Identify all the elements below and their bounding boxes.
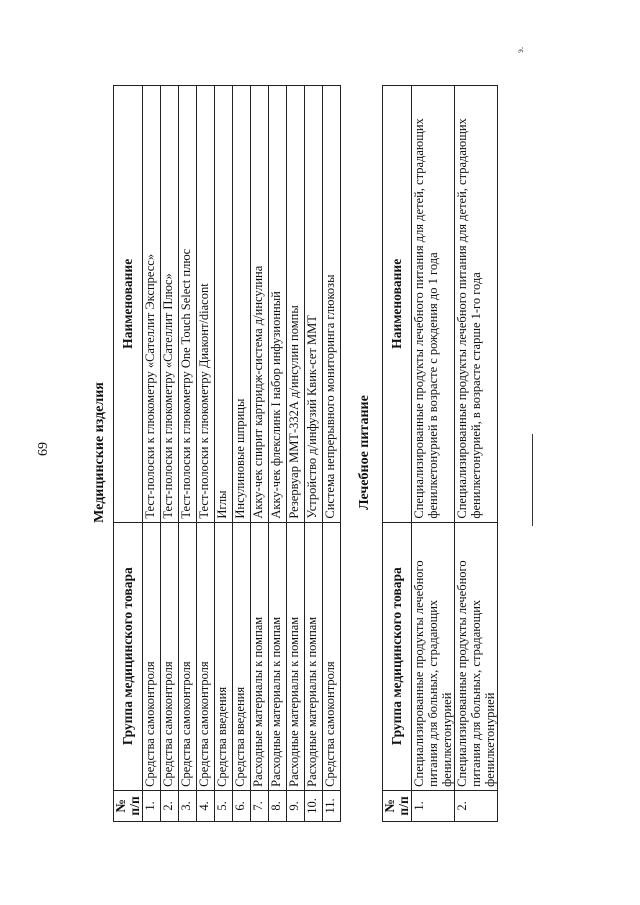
row-group: Средства введения xyxy=(233,522,251,790)
table-row xyxy=(455,86,498,822)
section-title-medical-nutrition: Лечебное питание xyxy=(357,395,372,510)
row-group: Средства самоконтроля xyxy=(197,522,215,790)
row-group: Расходные материалы к помпам xyxy=(269,522,287,790)
header-group: Группа медицинского товара xyxy=(114,522,143,790)
edge-mark: э. xyxy=(515,46,525,53)
header-name: Наименование xyxy=(114,86,143,523)
row-name: Инсулиновые шприцы xyxy=(233,86,251,523)
row-name: Система непрерывного мониторинга глюкозы xyxy=(323,86,341,523)
table-row xyxy=(287,86,305,822)
row-number: 7. xyxy=(251,790,269,821)
header-no: № п/п xyxy=(114,790,143,821)
row-group: Средства самоконтроля xyxy=(179,522,197,790)
table-row xyxy=(215,86,233,822)
signature-line xyxy=(532,434,533,526)
header-no: № п/п xyxy=(383,790,412,821)
row-group: Средства самоконтроля xyxy=(143,522,161,790)
row-number: 4. xyxy=(197,790,215,821)
row-name: Специализированные продукты лечебного питания для детей, страдающих фенилкетонурией, в возрасте старше 1-го года xyxy=(455,86,498,523)
row-name: Акку-чек флекслинк I набор инфузионный xyxy=(269,86,287,523)
table-row xyxy=(143,86,161,822)
table-row xyxy=(251,86,269,822)
row-number: 1. xyxy=(412,790,455,821)
table-row xyxy=(323,86,341,822)
row-group: Расходные материалы к помпам xyxy=(305,522,323,790)
row-name: Тест-полоски к глюкометру «Сателлит Экспресс» xyxy=(143,86,161,523)
row-name: Тест-полоски к глюкометру One Touch Select плюс xyxy=(179,86,197,523)
row-name: Тест-полоски к глюкометру Диаконт/diacont xyxy=(197,86,215,523)
table-row xyxy=(161,86,179,822)
row-name: Специализированные продукты лечебного питания для детей, страдающих фенилкетонурией в возрасте с рождения до 1 года xyxy=(412,86,455,523)
table-row xyxy=(197,86,215,822)
row-group: Специализированные продукты лечебного питания для больных, страдающих фенилкетонурией xyxy=(412,522,455,790)
row-group: Средства самоконтроля xyxy=(323,522,341,790)
row-number: 8. xyxy=(269,790,287,821)
medical-nutrition-table xyxy=(382,85,498,822)
header-group: Группа медицинского товара xyxy=(383,522,412,790)
row-group: Расходные материалы к помпам xyxy=(287,522,305,790)
table-row xyxy=(412,86,455,822)
medical-devices-table xyxy=(113,85,341,822)
row-number: 3. xyxy=(179,790,197,821)
header-name: Наименование xyxy=(383,86,412,523)
row-group: Специализированные продукты лечебного питания для больных, страдающих фенилкетонурией xyxy=(455,522,498,790)
row-name: Акку-чек спирит картридж-система д/инсулина xyxy=(251,86,269,523)
row-name: Резервуар ММТ-332А д/инсулин помпы xyxy=(287,86,305,523)
row-number: 5. xyxy=(215,790,233,821)
table-row xyxy=(179,86,197,822)
table-row xyxy=(233,86,251,822)
table-row xyxy=(269,86,287,822)
table-header-row xyxy=(383,86,412,822)
row-number: 1. xyxy=(143,790,161,821)
row-name: Иглы xyxy=(215,86,233,523)
section-title-medical-devices: Медицинские изделия xyxy=(92,382,107,523)
row-number: 10. xyxy=(305,790,323,821)
row-name: Устройство д/инфузий Квик-сет ММТ xyxy=(305,86,323,523)
row-number: 11. xyxy=(323,790,341,821)
page-number: 69 xyxy=(36,442,51,456)
row-number: 2. xyxy=(161,790,179,821)
row-name: Тест-полоски к глюкометру «Сателлит Плюс» xyxy=(161,86,179,523)
row-number: 2. xyxy=(455,790,498,821)
row-number: 6. xyxy=(233,790,251,821)
row-group: Расходные материалы к помпам xyxy=(251,522,269,790)
row-group: Средства введения xyxy=(215,522,233,790)
row-group: Средства самоконтроля xyxy=(161,522,179,790)
table-row xyxy=(305,86,323,822)
table-header-row xyxy=(114,86,143,822)
row-number: 9. xyxy=(287,790,305,821)
